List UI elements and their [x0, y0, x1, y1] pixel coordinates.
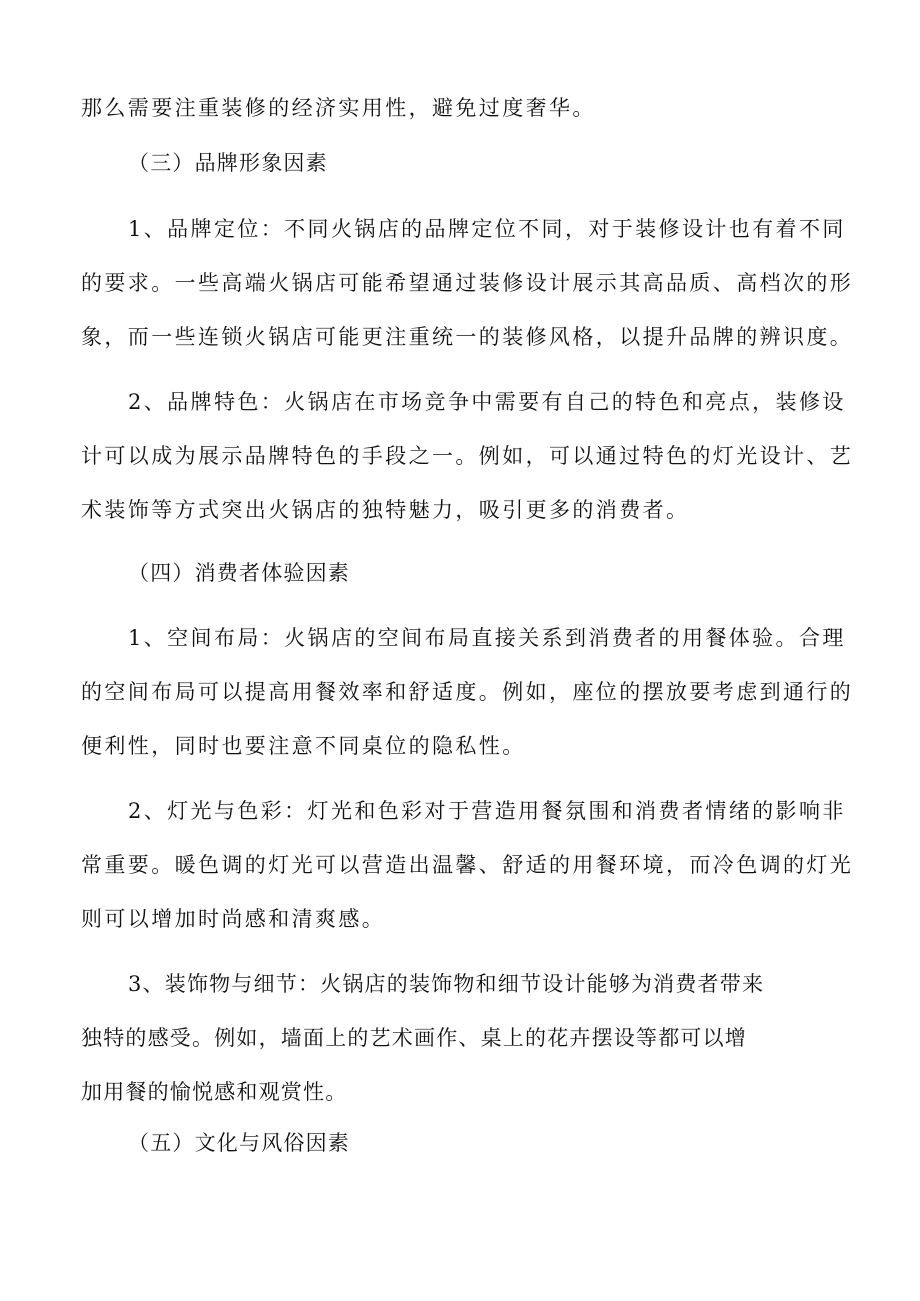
paragraph-line: 常重要。暖色调的灯光可以营造出温馨、舒适的用餐环境，而冷色调的灯光	[81, 853, 854, 877]
paragraph-line: 1、空间布局：火锅店的空间布局直接关系到消费者的用餐体验。合理	[128, 626, 846, 650]
paragraph-line: 的空间布局可以提高用餐效率和舒适度。例如，座位的摆放要考虑到通行的	[81, 680, 854, 704]
paragraph-line: 独特的感受。例如，墙面上的艺术画作、桌上的花卉摆设等都可以增	[81, 1026, 747, 1050]
section-heading-consumer-experience: （四）消费者体验因素	[128, 561, 350, 585]
paragraph-line: 计可以成为展示品牌特色的手段之一。例如，可以通过特色的灯光设计、艺	[81, 444, 854, 468]
section-heading-brand-image: （三）品牌形象因素	[128, 151, 328, 175]
paragraph-line: 1、品牌定位：不同火锅店的品牌定位不同，对于装修设计也有着不同	[128, 217, 846, 241]
paragraph-line: 加用餐的愉悦感和观赏性。	[81, 1080, 348, 1104]
paragraph-line: 象，而一些连锁火锅店可能更注重统一的装修风格，以提升品牌的辨识度。	[81, 325, 854, 349]
paragraph-line: 的要求。一些高端火锅店可能希望通过装修设计展示其高品质、高档次的形	[81, 271, 854, 295]
paragraph-line: 2、灯光与色彩：灯光和色彩对于营造用餐氛围和消费者情绪的影响非	[128, 799, 846, 823]
section-heading-culture-customs: （五）文化与风俗因素	[128, 1131, 350, 1155]
paragraph-line: 那么需要注重装修的经济实用性，避免过度奢华。	[81, 96, 596, 120]
paragraph-line: 2、品牌特色：火锅店在市场竞争中需要有自己的特色和亮点，装修设	[128, 390, 846, 414]
paragraph-line: 3、装饰物与细节：火锅店的装饰物和细节设计能够为消费者带来	[128, 972, 765, 996]
paragraph-line: 便利性，同时也要注意不同桌位的隐私性。	[81, 734, 526, 758]
paragraph-line: 术装饰等方式突出火锅店的独特魅力，吸引更多的消费者。	[81, 498, 690, 522]
paragraph-line: 则可以增加时尚感和清爽感。	[81, 907, 386, 931]
